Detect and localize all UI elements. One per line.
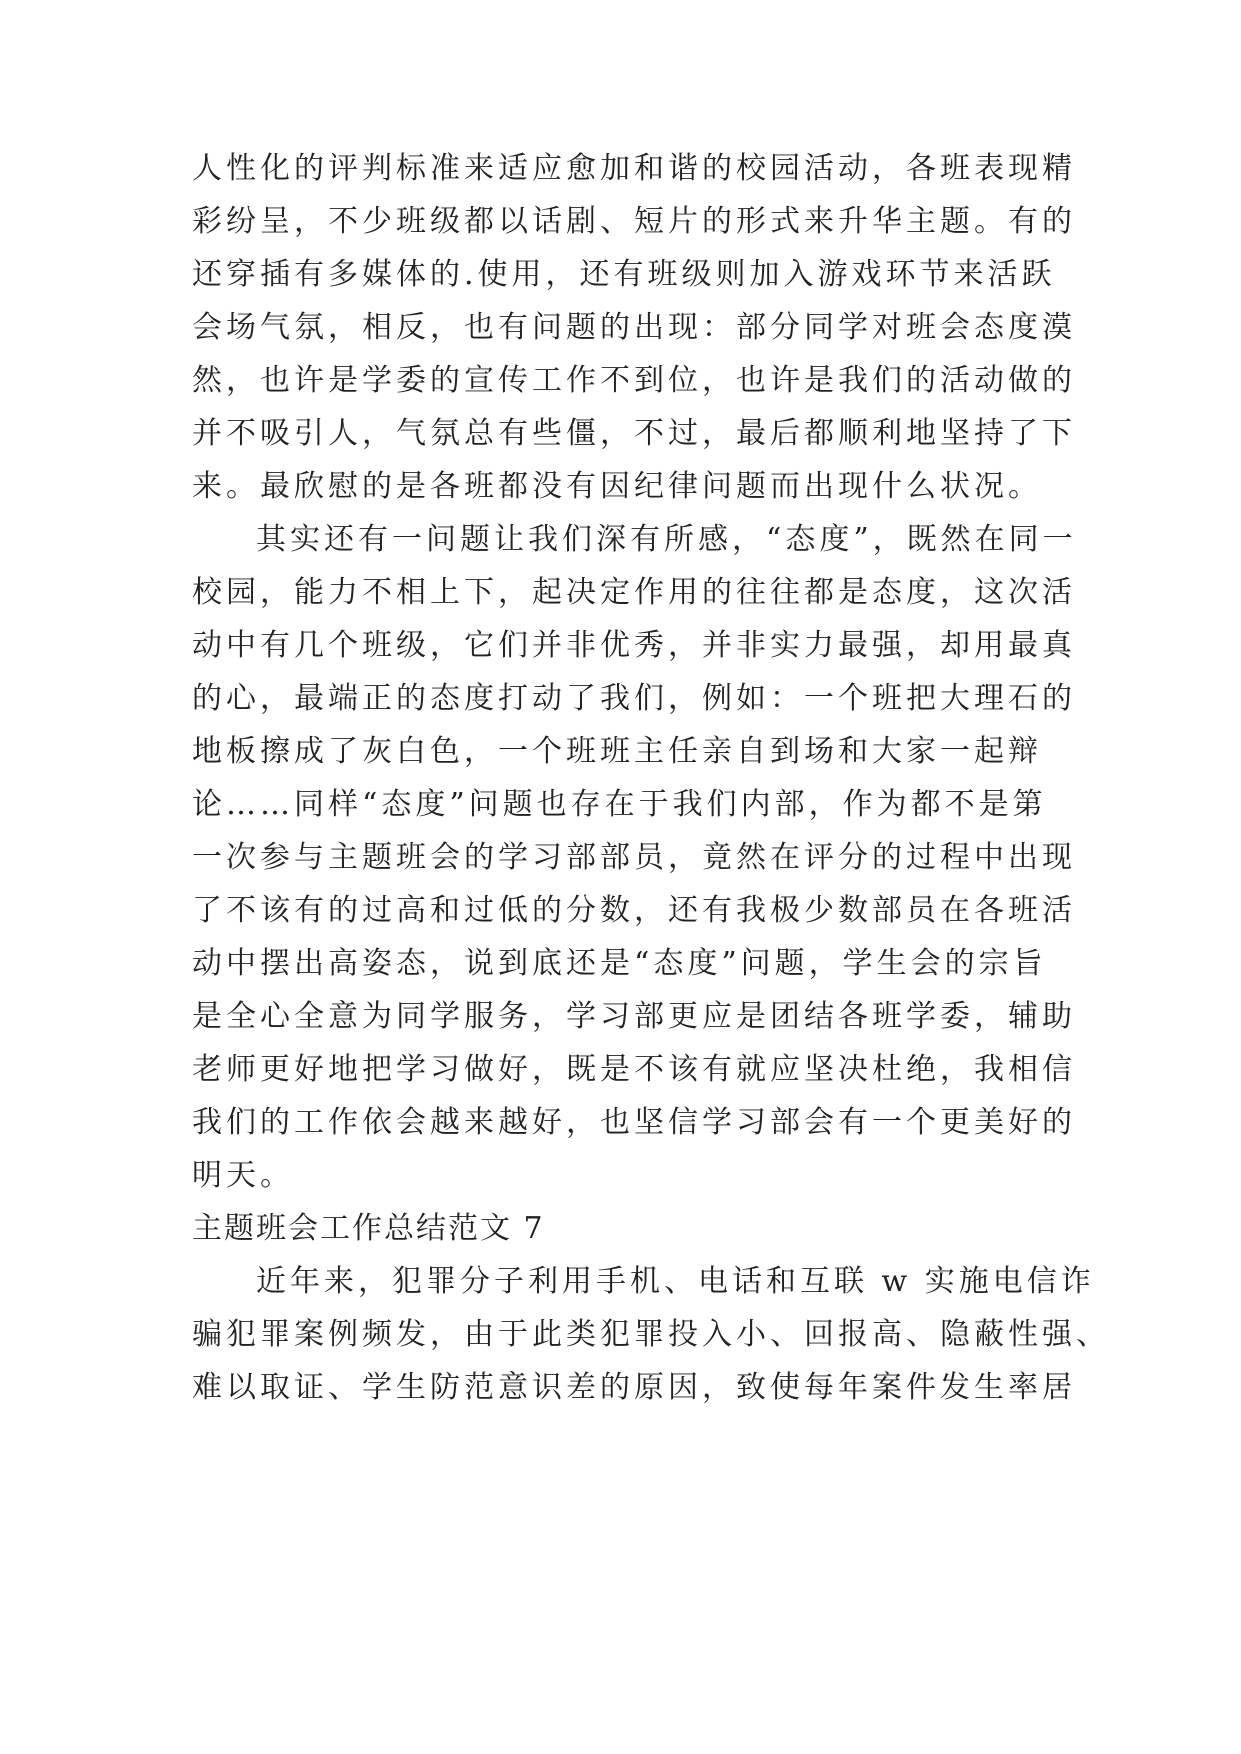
text-line: 校园，能力不相上下，起决定作用的往往都是态度，这次活 [192, 575, 1076, 610]
paragraph [192, 1255, 1110, 1414]
text-line: 会场气氛，相反，也有问题的出现：部分同学对班会态度漠 [192, 310, 1076, 345]
text-line: 人性化的评判标准来适应愈加和谐的校园活动，各班表现精 [192, 151, 1076, 186]
text-line: 的心，最端正的态度打动了我们，例如：一个班把大理石的 [192, 681, 1076, 716]
text-line: 动中有几个班级，它们并非优秀，并非实力最强，却用最真 [192, 628, 1076, 663]
section-heading: 主题班会工作总结范文 7 [192, 1211, 545, 1246]
paragraph [192, 142, 1076, 513]
text-line: 地板擦成了灰白色，一个班班主任亲自到场和大家一起辩 [192, 734, 1042, 769]
text-line: 了不该有的过高和过低的分数，还有我极少数部员在各班活 [192, 893, 1076, 928]
text-line: 并不吸引人，气氛总有些僵，不过，最后都顺利地坚持了下 [192, 416, 1076, 451]
text-line: 还穿插有多媒体的.使用，还有班级则加入游戏环节来活跃 [192, 257, 1056, 292]
text-line: 一次参与主题班会的学习部部员，竟然在评分的过程中出现 [192, 840, 1076, 875]
text-line: 骗犯罪案例频发，由于此类犯罪投入小、回报高、隐蔽性强、 [192, 1317, 1110, 1352]
text-line: 明天。 [192, 1158, 294, 1193]
text-line: 其实还有一问题让我们深有所感，“态度”，既然在同一 [256, 522, 1077, 557]
paragraph [192, 513, 1077, 1202]
text-line: 论……同样“态度”问题也存在于我们内部，作为都不是第 [192, 787, 1047, 822]
text-line: 是全心全意为同学服务，学习部更应是团结各班学委，辅助 [192, 999, 1076, 1034]
text-line: 来。最欣慰的是各班都没有因纪律问题而出现什么状况。 [192, 469, 1042, 504]
text-line: 难以取证、学生防范意识差的原因，致使每年案件发生率居 [192, 1370, 1076, 1405]
document-body [192, 142, 1110, 1414]
text-line: 彩纷呈，不少班级都以话剧、短片的形式来升华主题。有的 [192, 204, 1076, 239]
text-line: 近年来，犯罪分子利用手机、电话和互联 w 实施电信诈 [256, 1264, 1095, 1299]
text-line: 我们的工作依会越来越好，也坚信学习部会有一个更美好的 [192, 1105, 1076, 1140]
text-line: 老师更好地把学习做好，既是不该有就应坚决杜绝，我相信 [192, 1052, 1076, 1087]
text-line: 动中摆出高姿态，说到底还是“态度”问题，学生会的宗旨 [192, 946, 1047, 981]
text-line: 然，也许是学委的宣传工作不到位，也许是我们的活动做的 [192, 363, 1076, 398]
